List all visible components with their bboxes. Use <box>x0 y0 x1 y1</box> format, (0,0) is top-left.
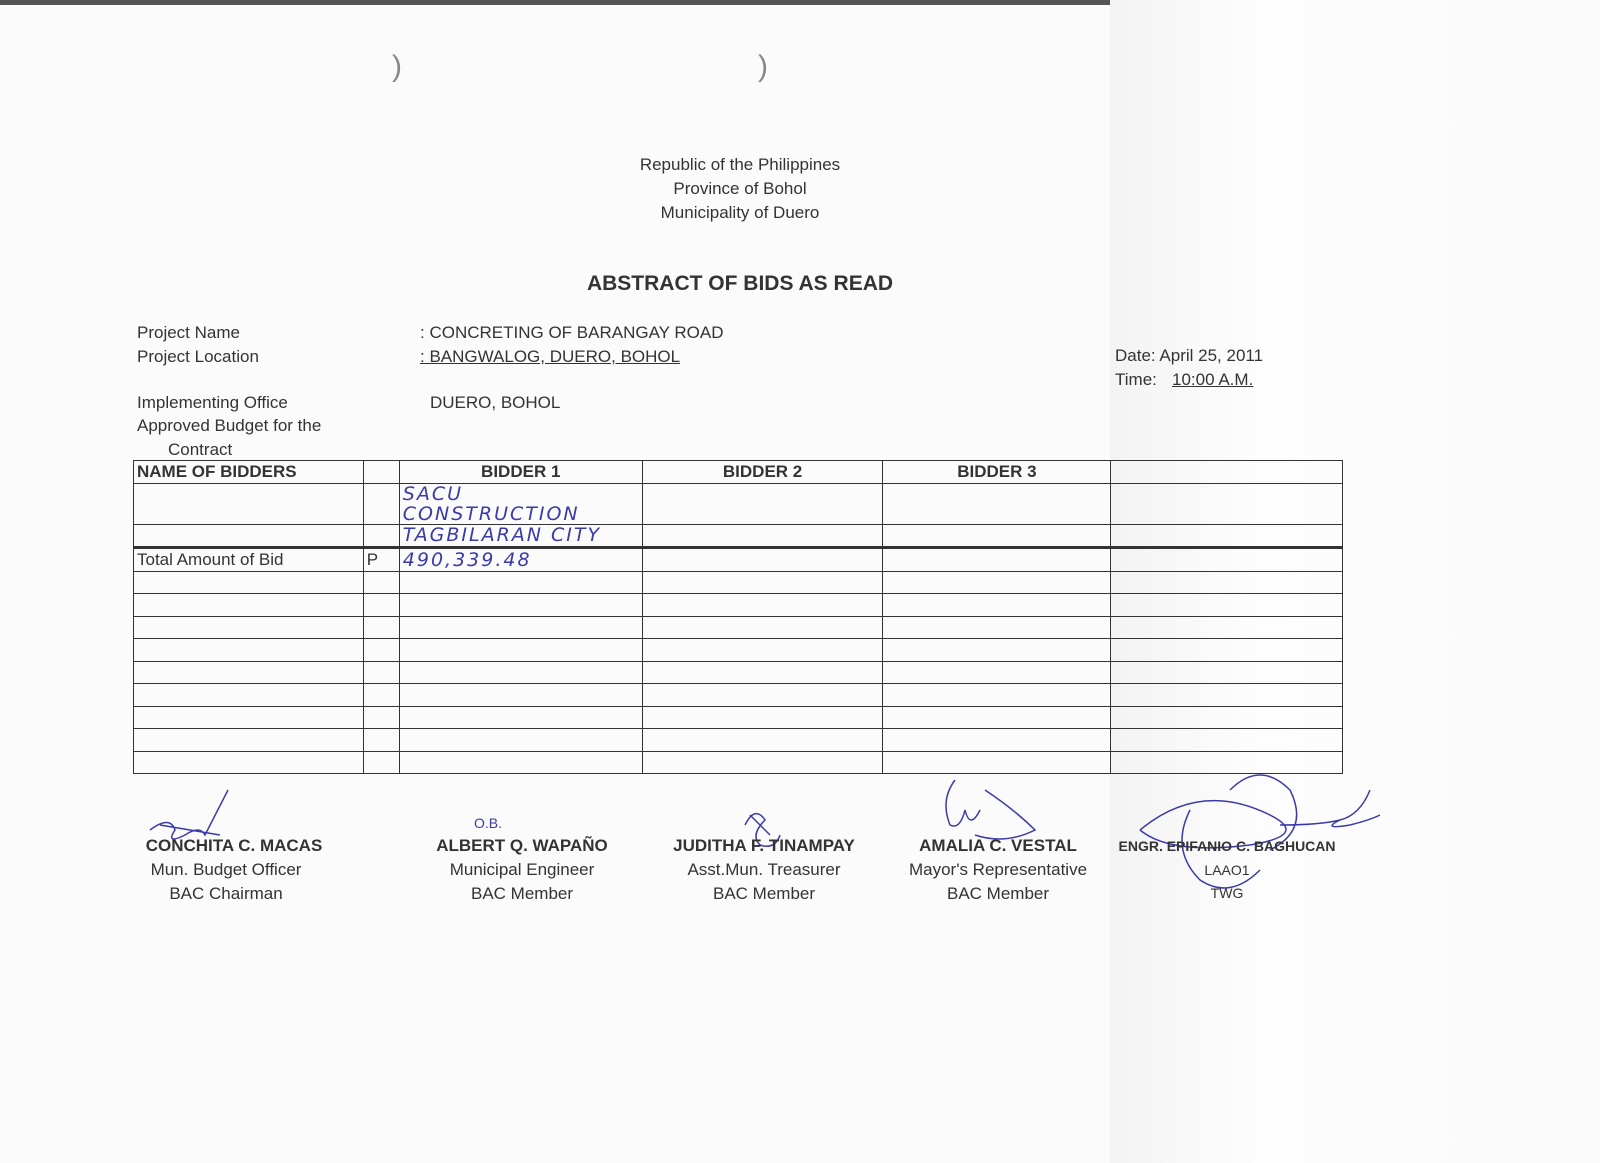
project-name-label: Project Name <box>137 323 240 342</box>
header-name-of-bidders: NAME OF BIDDERS <box>134 461 364 484</box>
abc-label-contract: Contract <box>168 440 233 459</box>
punch-hole-mark: ) <box>758 50 768 83</box>
time-label: Time: <box>1115 370 1157 389</box>
signatory-4-position: Mayor's Representative <box>908 860 1088 879</box>
signatory-5-role: TWG <box>1210 885 1244 901</box>
signatory-4-role: BAC Member <box>946 884 1050 903</box>
header-bidder-2: BIDDER 2 <box>642 461 883 484</box>
bidder-1-amount: 490,339.48 <box>399 548 642 572</box>
signatory-3-role: BAC Member <box>712 884 816 903</box>
time-value: 10:00 A.M. <box>1172 370 1254 389</box>
signatory-3-position: Asst.Mun. Treasurer <box>687 860 841 879</box>
signatory-5-name: ENGR. EPIFANIO C. BAGHUCAN <box>1118 838 1336 854</box>
signature-baghucan <box>1140 775 1380 888</box>
total-amount-label: Total Amount of Bid <box>134 548 364 572</box>
punch-hole-mark: ) <box>392 50 402 83</box>
project-location-value: : BANGWALOG, DUERO, BOHOL <box>420 347 681 366</box>
header-republic: Republic of the Philippines <box>639 155 841 174</box>
bidder-1-name: SACU CONSTRUCTION <box>399 483 642 524</box>
header-bidder-3: BIDDER 3 <box>883 461 1111 484</box>
signatory-4-name: AMALIA C. VESTAL <box>919 836 1077 855</box>
document-title: ABSTRACT OF BIDS AS READ <box>586 272 894 295</box>
signatory-5-position: LAAO1 <box>1204 862 1250 878</box>
header-province: Province of Bohol <box>673 179 807 198</box>
signatory-1-name: CONCHITA C. MACAS <box>145 836 323 855</box>
signatory-1-role: BAC Chairman <box>169 884 283 903</box>
signatory-2-name: ALBERT Q. WAPAÑO <box>436 836 608 855</box>
header-bidder-1: BIDDER 1 <box>399 461 642 484</box>
header-municipality: Municipality of Duero <box>660 203 820 222</box>
signatory-2-role: BAC Member <box>470 884 574 903</box>
project-location-label: Project Location <box>137 347 259 366</box>
project-name-value: : CONCRETING OF BARANGAY ROAD <box>420 323 724 342</box>
implementing-office-label: Implementing Office <box>137 393 288 412</box>
signatory-3-name: JUDITHA F. TINAMPAY <box>673 836 855 855</box>
initials-note: O.B. <box>474 815 503 831</box>
abc-label: Approved Budget for the <box>137 416 322 435</box>
date: Date: April 25, 2011 <box>1115 346 1264 365</box>
implementing-office-value: DUERO, BOHOL <box>430 393 561 412</box>
signature-vestal <box>946 780 1035 839</box>
bidder-1-location: TAGBILARAN CITY <box>399 524 642 548</box>
signature-macas <box>150 790 228 839</box>
currency-symbol: P <box>363 548 399 572</box>
signatory-2-position: Municipal Engineer <box>449 860 595 879</box>
signatory-1-position: Mun. Budget Officer <box>150 860 302 879</box>
